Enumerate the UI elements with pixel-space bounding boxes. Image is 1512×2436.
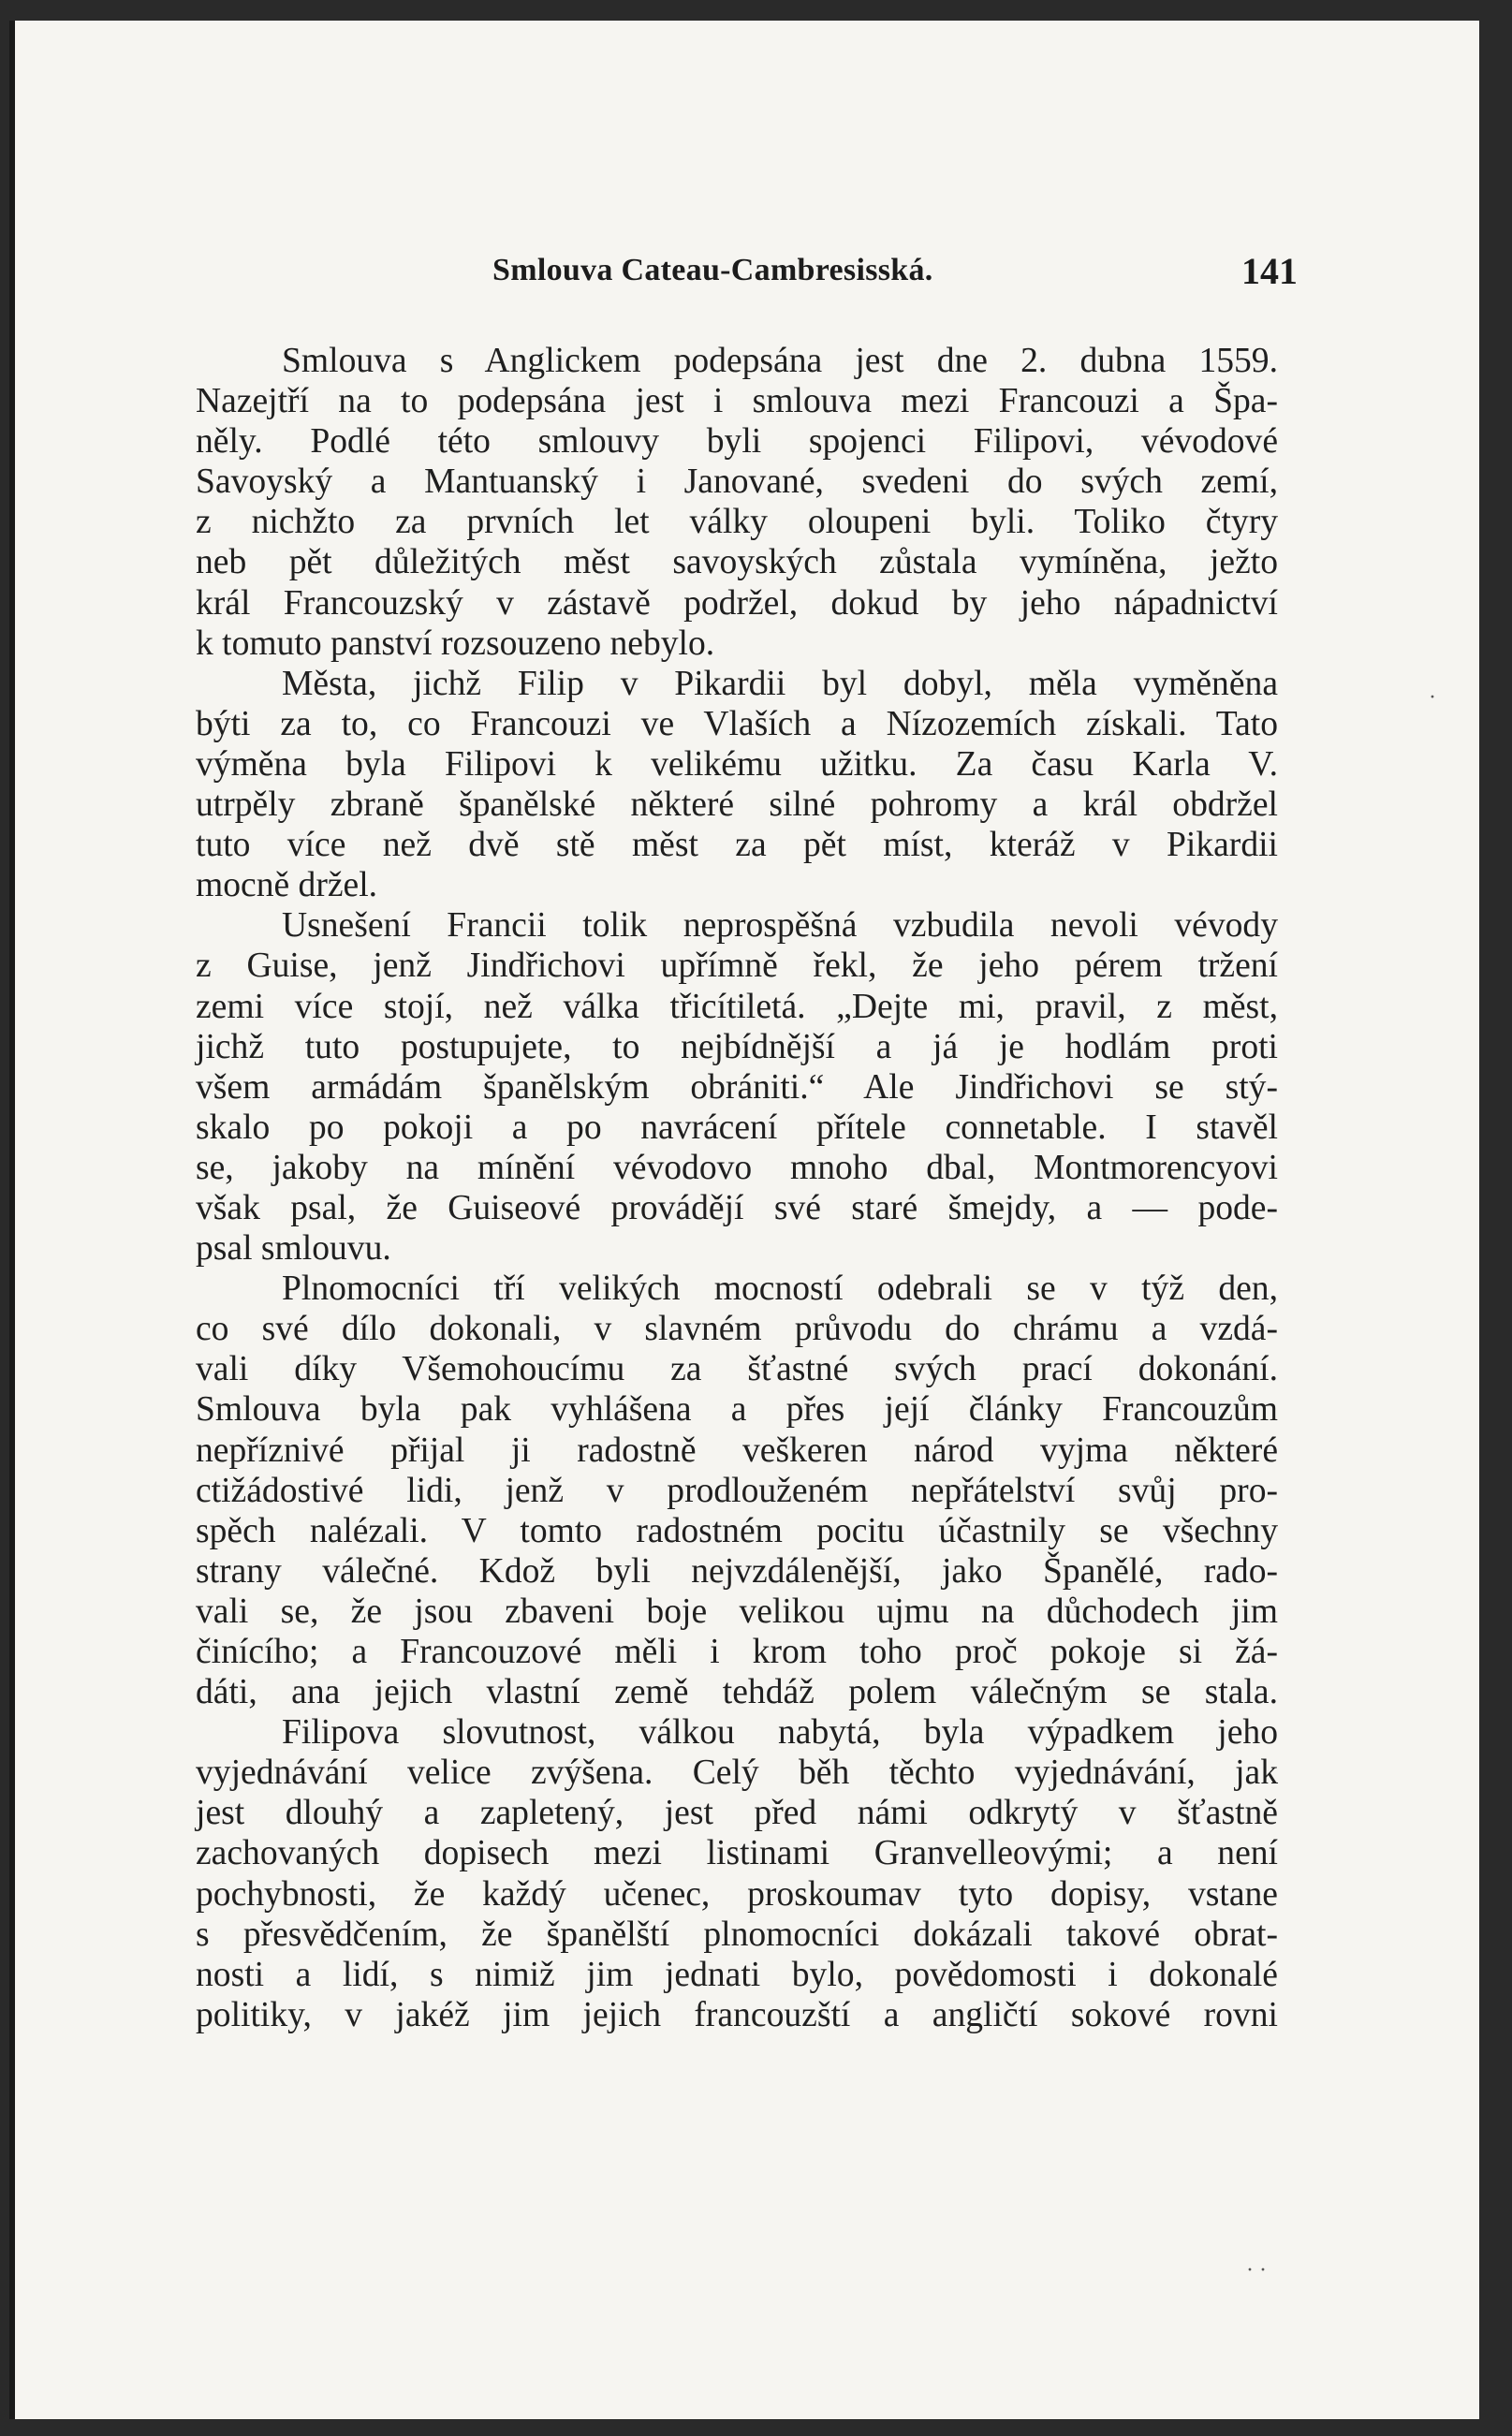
text-line: skalo po pokoji a po navrácení přítele connetable. I stavěl — [196, 1108, 1278, 1147]
text-line: politiky, v jakéž jim jejich francouzští a angličtí sokové rovni — [196, 1995, 1278, 2034]
body-text — [196, 341, 1278, 2035]
text-line: něly. Podlé této smlouvy byli spojenci Filipovi, vévodové — [196, 422, 1278, 462]
text-line: dáti, ana jejich vlastní země tehdáž polem válečným se stala. — [196, 1673, 1278, 1712]
text-line: býti za to, co Francouzi ve Vlaších a Nízozemích získali. Tato — [196, 704, 1278, 743]
text-line: neb pět důležitých měst savoyských zůstala vymíněna, ježto — [196, 543, 1278, 582]
book-page — [9, 21, 1479, 2419]
text-line: s přesvědčením, že španělští plnomocníci dokázali takové obrat- — [196, 1915, 1278, 1954]
page-number: 141 — [1241, 250, 1298, 292]
text-line: činícího; a Francouzové měli i krom toho proč pokoje si žá- — [196, 1633, 1278, 1671]
text-line: Plnomocníci tří velikých mocností odebrali se v týž den, — [282, 1269, 1278, 1309]
text-line: mocně držel. — [196, 866, 378, 905]
text-line: ctižádostivé lidi, jenž v prodlouženém nepřátelství svůj pro- — [196, 1471, 1278, 1510]
text-line: k tomuto panství rozsouzeno nebylo. — [196, 624, 715, 663]
text-line: Smlouva s Anglickem podepsána jest dne 2. dubna 1559. — [282, 342, 1278, 380]
text-line: král Francouzský v zástavě podržel, dokud by jeho nápadnictví — [196, 583, 1278, 623]
page-header — [492, 243, 1298, 309]
text-line: se, jakoby na mínění vévodovo mnoho dbal, Montmorencyovi — [196, 1148, 1278, 1187]
text-line: psal smlouvu. — [196, 1229, 391, 1269]
scan-speck: · — [1429, 685, 1436, 710]
text-line: jest dlouhý a zapletený, jest před námi odkrytý v šťastně — [196, 1794, 1278, 1833]
text-line: Savoyský a Mantuanský i Janované, svedeni do svých zemí, — [196, 462, 1278, 502]
text-line: co své dílo dokonali, v slavném průvodu do chrámu a vzdá- — [196, 1310, 1278, 1349]
text-line: strany válečné. Kdož byli nejvzdálenější, jako Španělé, rado- — [196, 1551, 1278, 1591]
text-line: vyjednávání velice zvýšena. Celý běh těchto vyjednávání, jak — [196, 1754, 1278, 1793]
running-title: Smlouva Cateau-Cambresisská. — [492, 253, 933, 287]
text-line: pochybnosti, že každý učenec, proskoumav tyto dopisy, vstane — [196, 1874, 1278, 1914]
text-line: spěch nalézali. V tomto radostném pocitu účastnily se všechny — [196, 1511, 1278, 1550]
text-line: tuto více než dvě stě měst za pět míst, kteráž v Pikardii — [196, 826, 1278, 865]
text-line: zachovaných dopisech mezi listinami Granvelleovými; a není — [196, 1834, 1278, 1873]
text-line: vali díky Všemohoucímu za šťastné svých prací dokonání. — [196, 1350, 1278, 1389]
text-line: výměna byla Filipovi k velikému užitku. Za času Karla V. — [196, 744, 1278, 784]
text-line: zemi více stojí, než válka třicítiletá. „Dejte mi, pravil, z měst, — [196, 987, 1278, 1026]
scan-speck: · · — [1246, 2258, 1267, 2282]
text-line: Města, jichž Filip v Pikardii byl dobyl, měla vyměněna — [282, 664, 1278, 703]
text-line: nepříznivé přijal ji radostně veškeren národ vyjma některé — [196, 1431, 1278, 1470]
text-line: Nazejtří na to podepsána jest i smlouva mezi Francouzi a Špa- — [196, 382, 1278, 421]
text-line: Usnešení Francii tolik neprospěšná vzbudila nevoli vévody — [282, 906, 1278, 946]
text-line: nosti a lidí, s nimiž jim jednati bylo, povědomosti i dokonalé — [196, 1955, 1278, 1994]
text-line: z Guise, jenž Jindřichovi upřímně řekl, že jeho pérem tržení — [196, 947, 1278, 986]
text-line: z nichžto za prvních let války oloupeni byli. Toliko čtyry — [196, 503, 1278, 542]
text-line: jichž tuto postupujete, to nejbídnější a já je hodlám proti — [196, 1027, 1278, 1066]
text-line: utrpěly zbraně španělské některé silné pohromy a král obdržel — [196, 785, 1278, 825]
text-line: Smlouva byla pak vyhlášena a přes její články Francouzům — [196, 1390, 1278, 1430]
text-line: Filipova slovutnost, válkou nabytá, byla výpadkem jeho — [282, 1713, 1278, 1753]
text-line: všem armádám španělským obrániti.“ Ale Jindřichovi se stý- — [196, 1067, 1278, 1107]
text-line: vali se, že jsou zbaveni boje velikou ujmu na důchodech jim — [196, 1592, 1278, 1631]
text-line: však psal, že Guiseové provádějí své staré šmejdy, a — pode- — [196, 1188, 1278, 1227]
